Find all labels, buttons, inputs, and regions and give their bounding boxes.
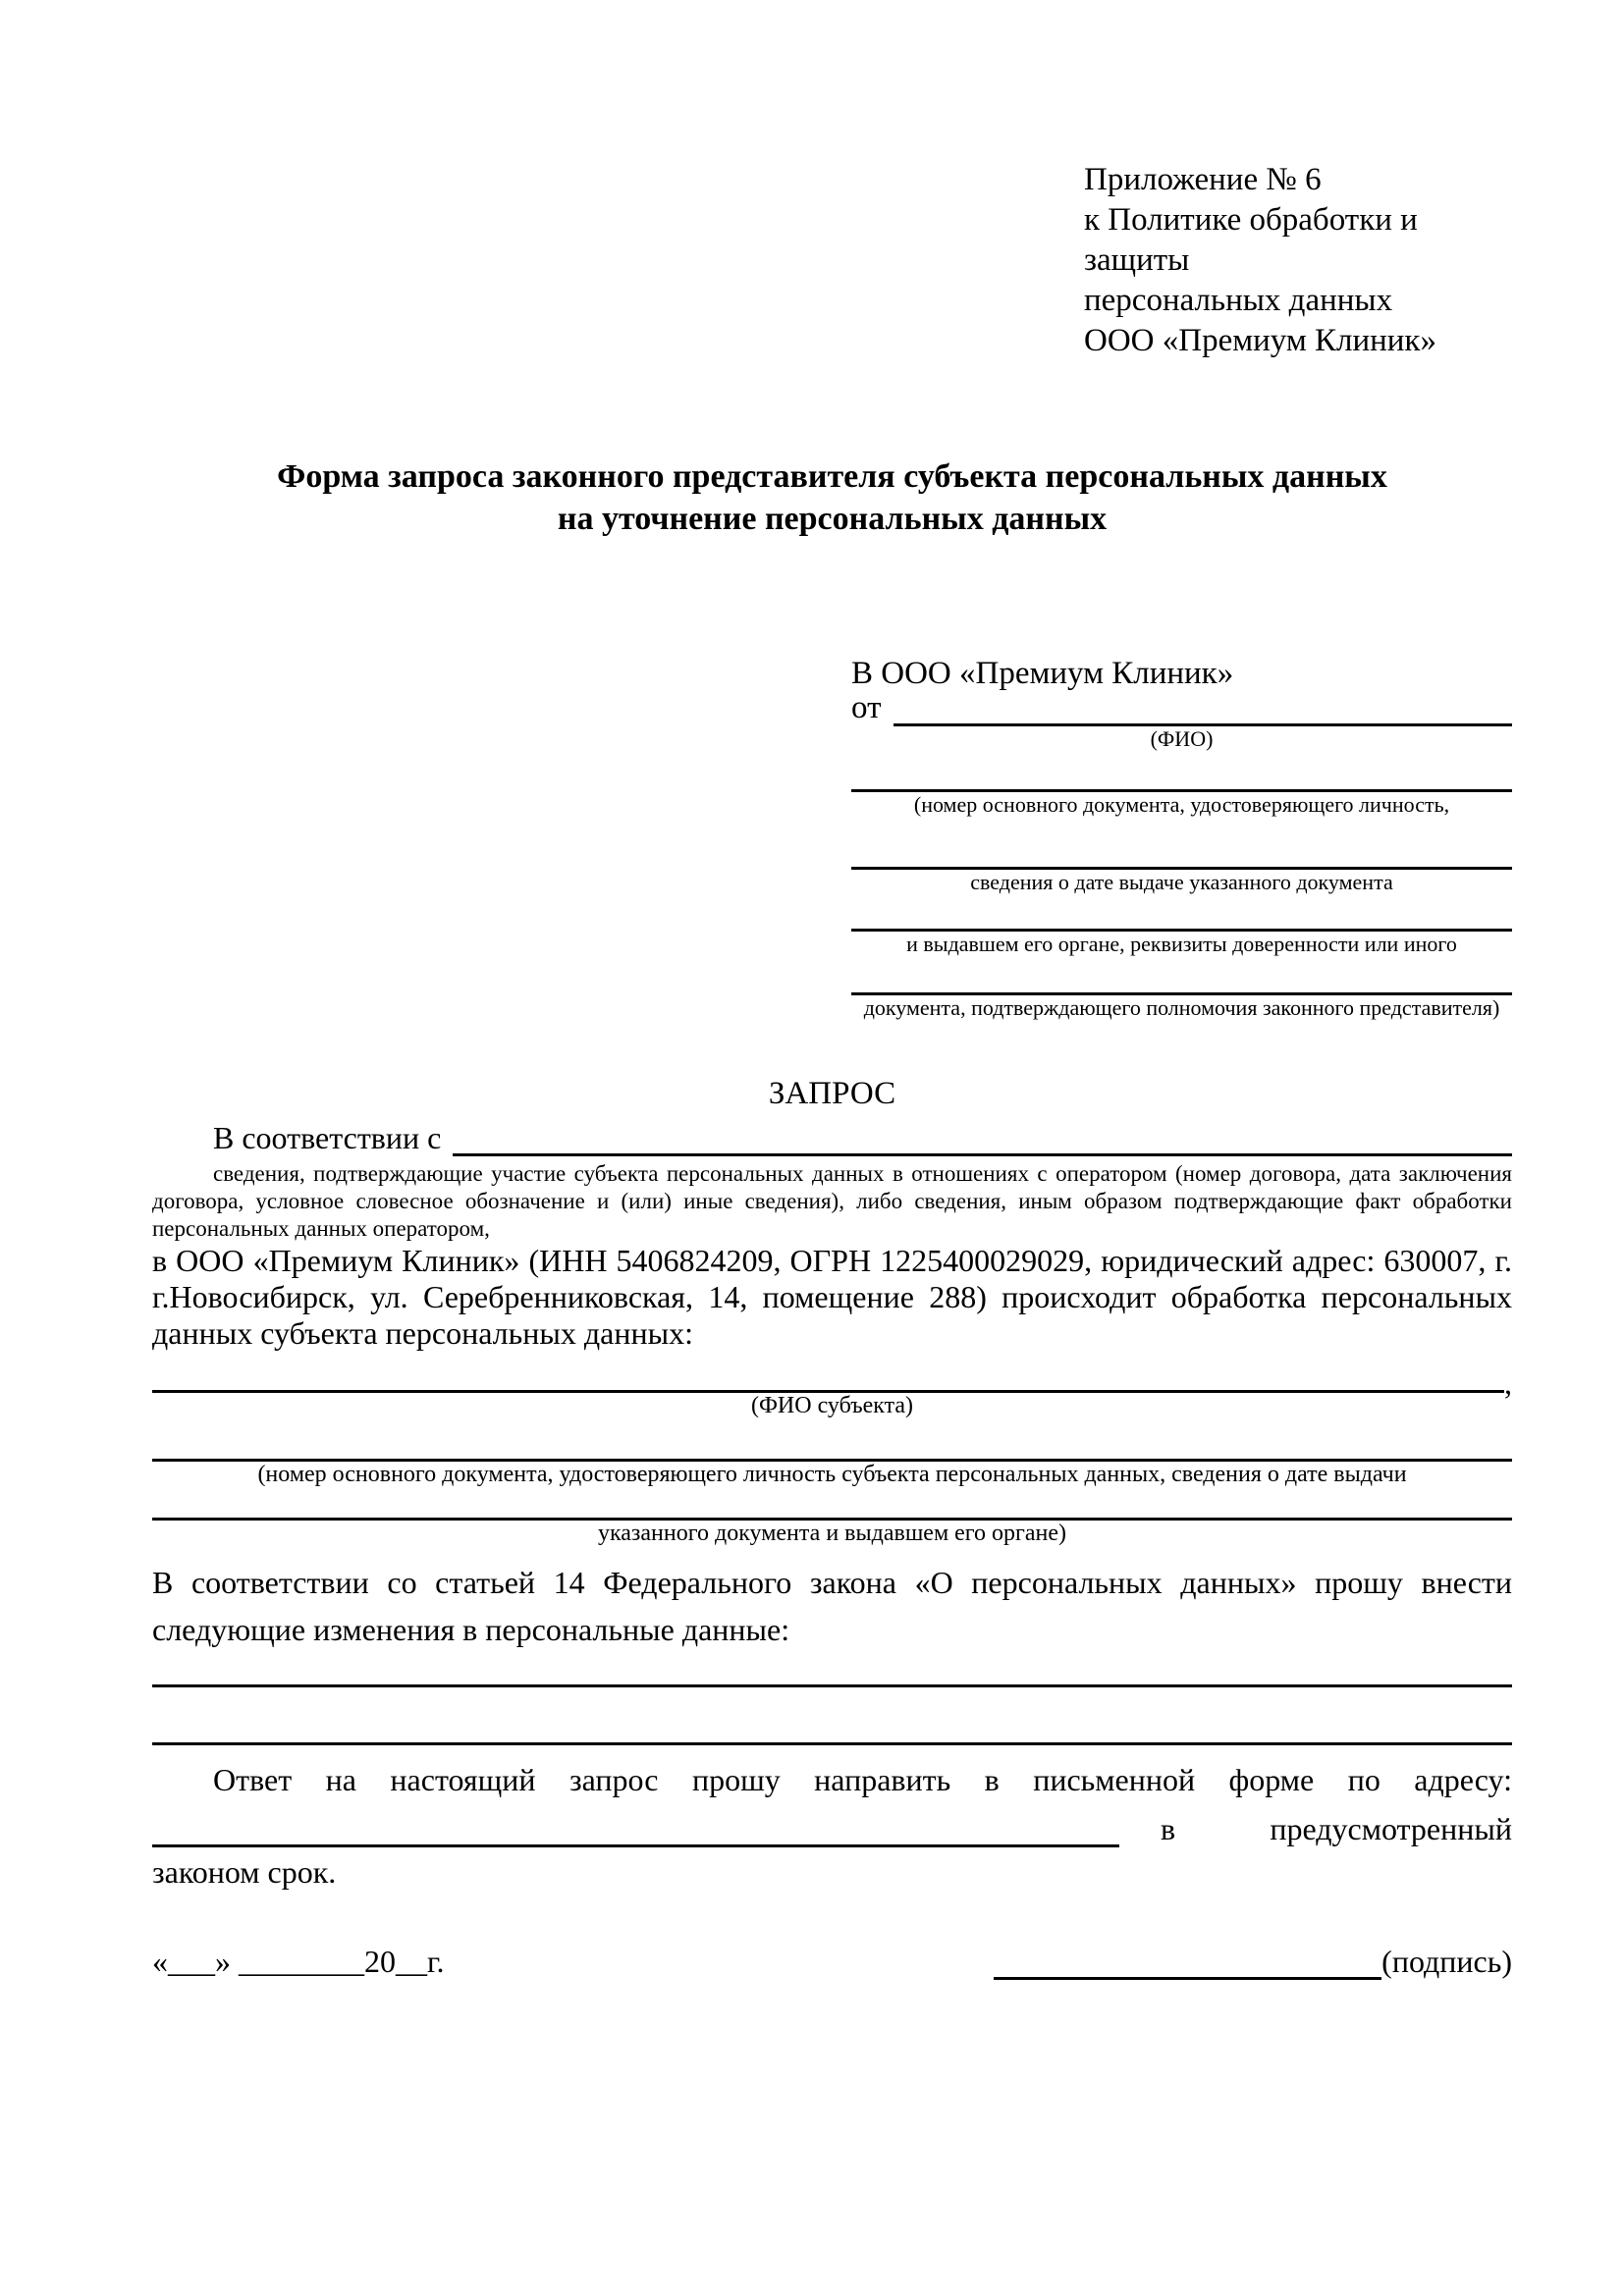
lead-in-text: В соответствии с [213,1120,442,1155]
fill-in-line-subject-document-2 [152,1488,1512,1521]
caption-fio: (ФИО) [1150,726,1214,751]
caption-subject-fio: (ФИО субъекта) [750,1393,914,1418]
fill-in-line-issue-date [851,818,1512,870]
fill-in-line-basis [453,1153,1512,1156]
fill-in-line-document-number [851,752,1512,792]
caption-signature: (подпись) [1381,1944,1512,1979]
appendix-line-4: ООО «Премиум Клиник» [1084,323,1436,358]
lead-in-row [152,1115,1512,1156]
answer-paragraph-line-1: Ответ на настоящий запрос прошу направить в письменной форме по адресу: [213,1762,1512,1797]
operator-paragraph: в ООО «Премиум Клиник» (ИНН 5406824209, ОГРН 1225400029029, юридический адрес: 630007, г. г.Новосибирск, ул. Серебренниковская, 14, помещение 288) происходит обработка персональных данных субъекта персональных данных: [152,1243,1512,1351]
fill-in-line-signature [994,1944,1381,1980]
appendix-line-3: персональных данных [1084,283,1393,318]
fill-in-line-subject-document [152,1419,1512,1462]
addressee-to: В ООО «Премиум Клиник» [851,656,1234,691]
answer-address-row [152,1802,1512,1847]
caption-subject-document-2: указанного документа и выдавшем его органе) [597,1521,1067,1546]
answer-tail-word-2: предусмотренный [1270,1811,1512,1846]
document-title-line-2: на уточнение персональных данных [557,501,1108,537]
addressee-block [851,652,1512,1021]
caption-issuing-authority: и выдавшем его органе, реквизиты доверенности или иного [906,932,1457,956]
appendix-line-1: Приложение № 6 [1084,162,1322,197]
date-signature-row [152,1944,1512,1980]
caption-issue-date: сведения о дате выдаче указанного документа [970,870,1393,894]
date-blank: «___» ________20__г. [152,1944,445,1979]
law-paragraph: В соответствии со статьей 14 Федерального закона «О персональных данных» прошу внести следующие изменения в персональные данные: [152,1565,1512,1647]
answer-paragraph-line-3: законом срок. [152,1854,337,1890]
appendix-header [1084,160,1512,361]
fill-in-line-changes-2 [152,1687,1512,1745]
fill-in-line-issuing-authority [851,895,1512,932]
from-label: от [851,690,882,725]
caption-subject-document: (номер основного документа, удостоверяющего личность субъекта персональных данных, сведения о дате выдачи [257,1462,1407,1487]
caption-document-number: (номер основного документа, удостоверяющего личность, [913,792,1450,817]
document-title-line-1: Форма запроса законного представителя субъекта персональных данных [277,458,1387,495]
subject-fio-row [152,1365,1512,1401]
request-heading: ЗАПРОС [768,1076,896,1111]
appendix-line-2: к Политике обработки и защиты [1084,202,1418,278]
fill-in-line-authority-document [851,957,1512,995]
answer-tail-word-1: в [1161,1811,1176,1846]
document-title [152,455,1512,540]
basis-footnote: сведения, подтверждающие участие субъекта персональных данных в отношениях с оператором (номер договора, дата заключения договора, условное словесное обозначение и (или) иные сведения), либо сведения, иным образом подтверждающие факт обработки персональных данных оператором, [152,1161,1512,1241]
signature-block [994,1944,1512,1980]
trailing-comma: , [1504,1365,1512,1401]
addressee-from-row [851,690,1512,726]
caption-authority-document: документа, подтверждающего полномочия законного представителя) [863,995,1500,1020]
answer-tail [1119,1811,1512,1847]
fill-in-line-changes-1 [152,1653,1512,1687]
